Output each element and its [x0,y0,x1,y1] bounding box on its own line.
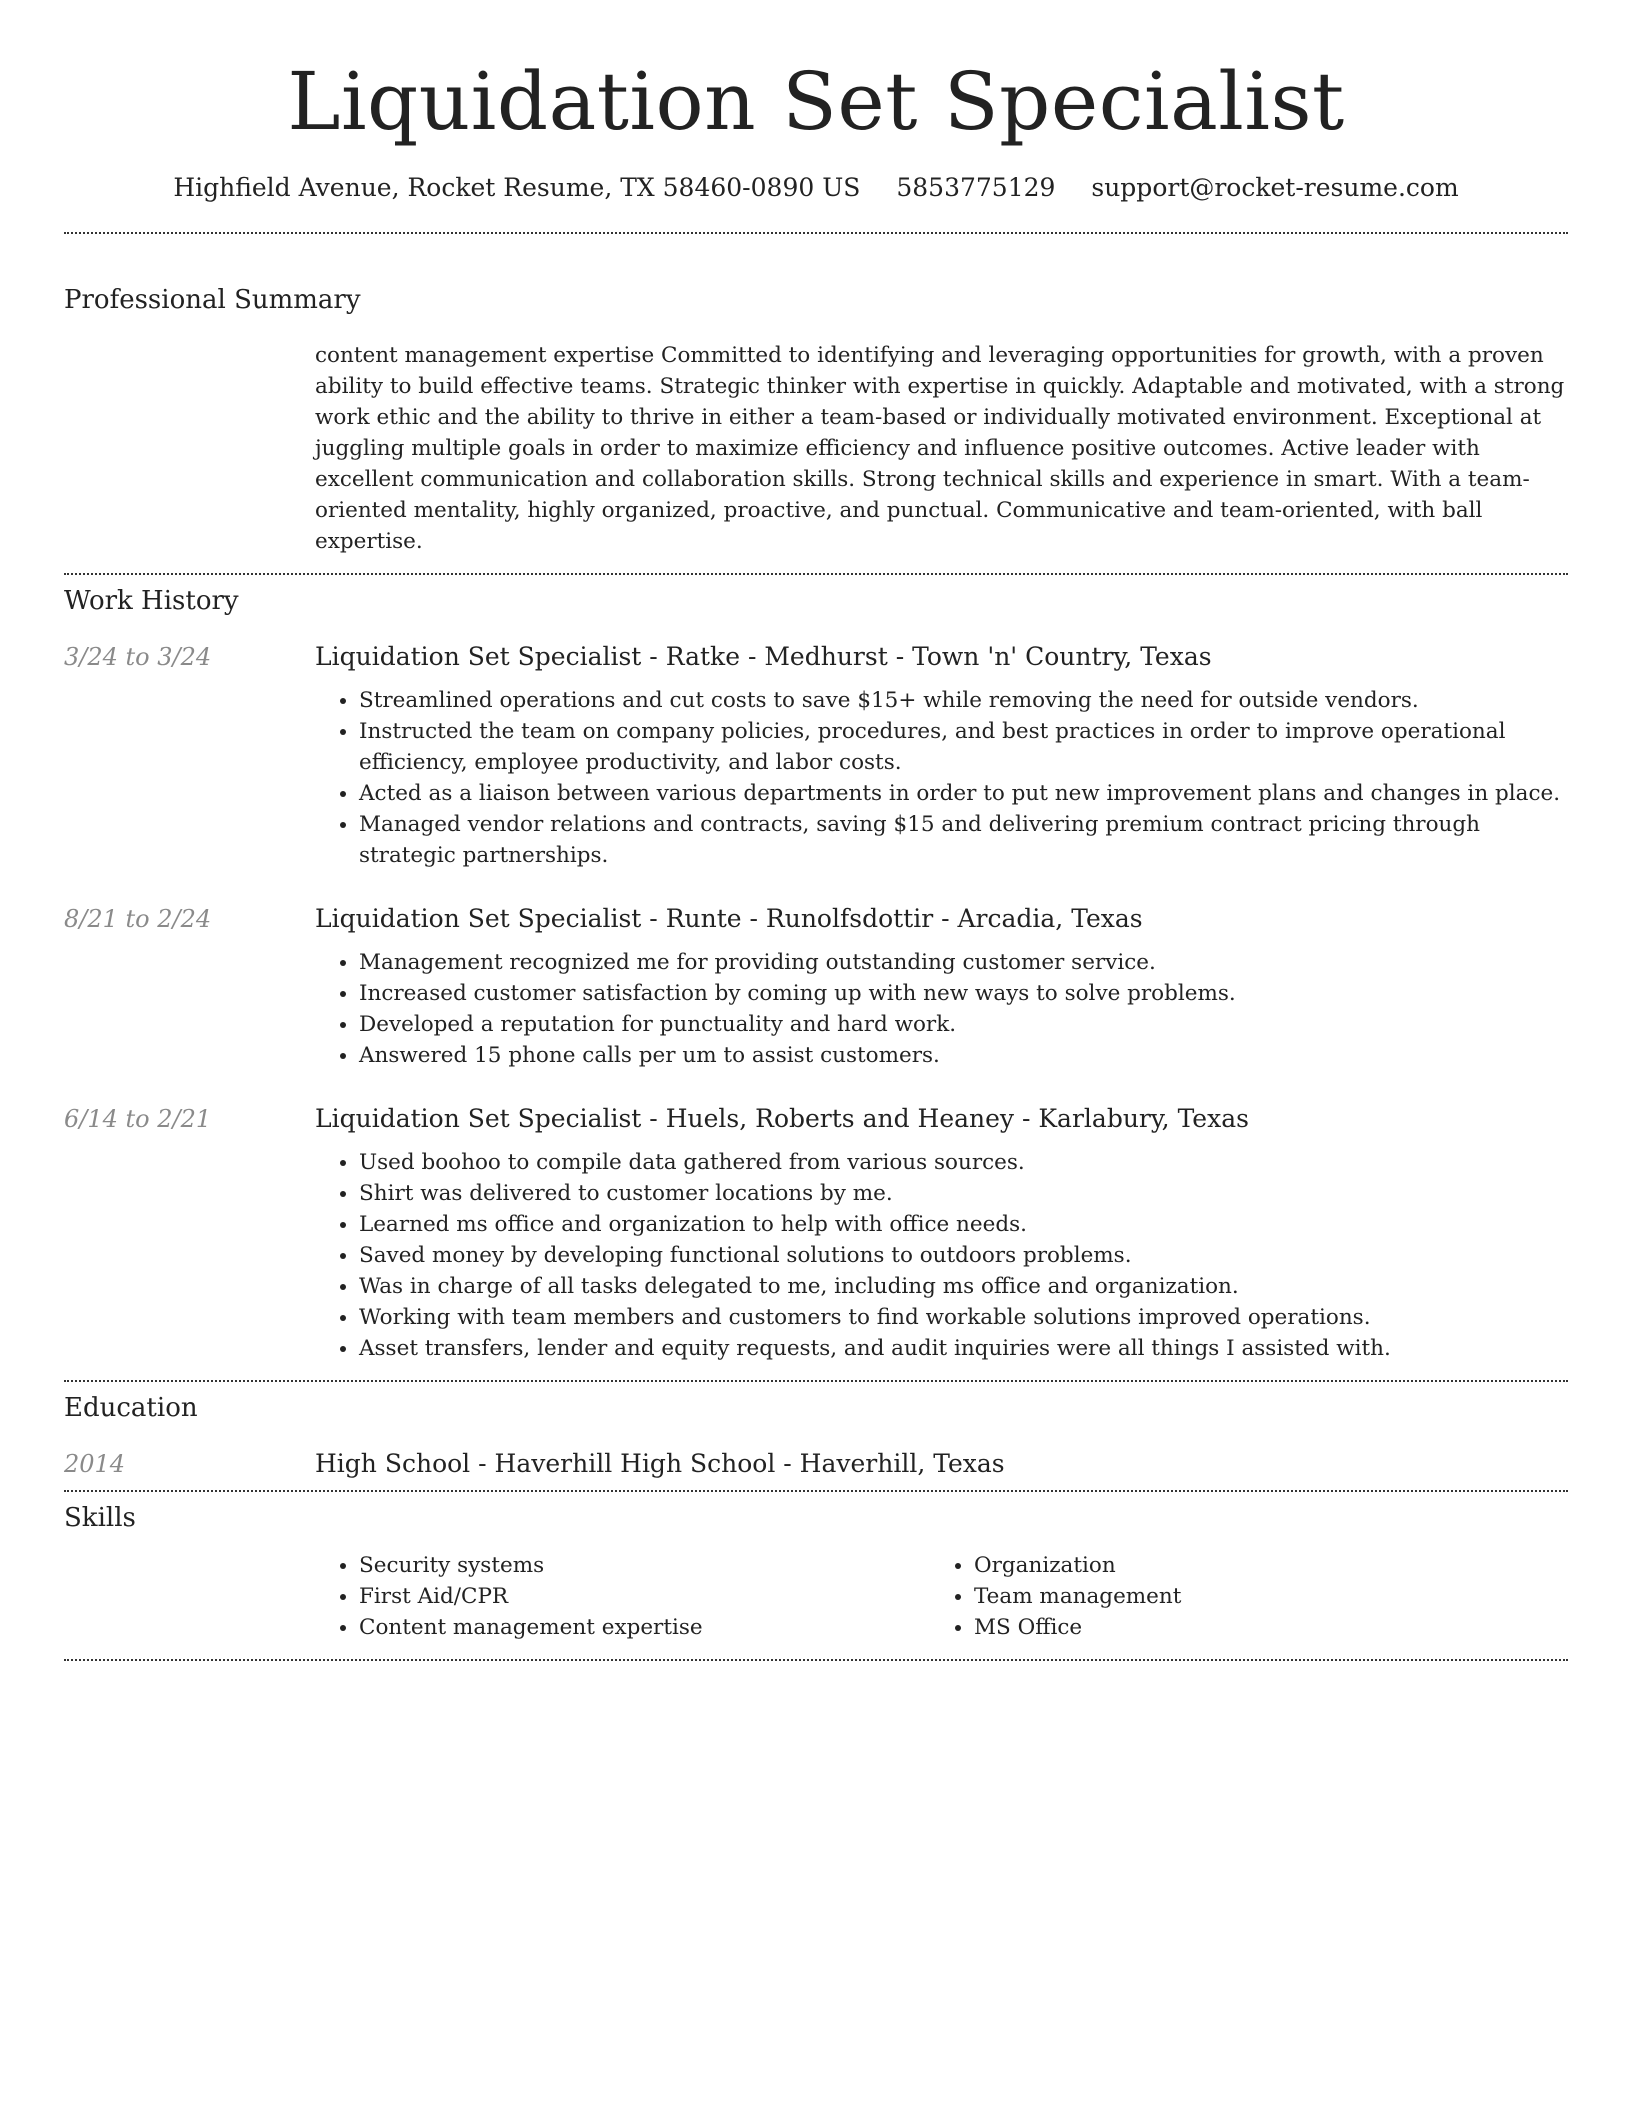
education-heading-line [315,1446,1568,1482]
skills-section [64,1492,1568,1659]
job-employer-location: - Ratke - Medhurst - Town 'n' Country, Texas [641,642,1212,671]
work-history-heading: Work History [64,586,239,616]
job-title: Liquidation Set Specialist [315,904,642,933]
list-item: • Was in charge of all tasks delegated to me, including ms office and organization. [359,1271,1568,1302]
list-item: • Asset transfers, lender and equity requests, and audit inquiries were all things I assisted with. [359,1333,1568,1364]
education-entry [64,1446,1568,1490]
education-degree: High School [315,1449,471,1478]
job-employer-location: - Runte - Runolfsdottir - Arcadia, Texas [641,904,1143,933]
education-heading: Education [64,1393,198,1423]
skill-item: • Security systems [359,1550,930,1581]
job-entry [64,639,1568,871]
education-content [315,1446,1568,1482]
job-heading [315,901,1568,937]
list-item: • Used boohoo to compile data gathered from various sources. [359,1147,1568,1178]
job-bullets [315,947,1568,1071]
list-item: • Increased customer satisfaction by coming up with new ways to solve problems. [359,978,1568,1009]
phone-text: 5853775129 [896,173,1056,202]
education-section [64,1382,1568,1490]
contact-line [64,170,1568,206]
job-title: Liquidation Set Specialist [315,642,642,671]
job-date: 6/14 to 2/21 [64,1105,212,1133]
list-item: • Learned ms office and organization to help with office needs. [359,1209,1568,1240]
job-content [315,1101,1568,1364]
job-heading [315,639,1568,675]
address-text: Highfield Avenue, Rocket Resume, TX 58460-0890 US [173,173,861,202]
summary-section [64,234,1568,573]
skills-columns [315,1550,1568,1659]
list-item: • Instructed the team on company policies, procedures, and best practices in order to improve operational efficiency, employee productivity, and labor costs. [359,716,1568,778]
job-heading [315,1101,1568,1137]
list-item: • Managed vendor relations and contracts, saving $15 and delivering premium contract pricing through strategic partnerships. [359,809,1568,871]
summary-heading: Professional Summary [64,285,361,315]
skill-item: • First Aid/CPR [359,1581,930,1612]
skills-divider [64,1659,1568,1661]
summary-text: content management expertise Committed to identifying and leveraging opportunities for growth, with a proven ability to build effective teams. Strategic thinker with expertise in quickly. Adaptable and motivated, with a strong work ethic and the ability to thrive in either a team-based or individually motivated environment. Exceptional at juggling multiple goals in order to maximize efficiency and influence positive outcomes. Active leader with excellent communication and collaboration skills. Strong technical skills and experience in smart. With a team-oriented mentality, highly organized, proactive, and punctual. Communicative and team-oriented, with ball expertise. [315,343,1565,554]
list-item: • Management recognized me for providing outstanding customer service. [359,947,1568,978]
skill-item: • Organization [974,1550,1181,1581]
job-entry [64,901,1568,1071]
job-title: Liquidation Set Specialist [315,1104,642,1133]
job-entry [64,1101,1568,1364]
candidate-name: Liquidation Set Specialist [287,55,1345,148]
email-text: support@rocket-resume.com [1091,173,1459,202]
skills-list-right [930,1550,1181,1643]
education-date: 2014 [64,1450,126,1478]
skill-item: • Content management expertise [359,1612,930,1643]
list-item: • Streamlined operations and cut costs to save $15+ while removing the need for outside vendors. [359,685,1568,716]
skills-list-left [315,1550,930,1643]
list-item: • Working with team members and customers to find workable solutions improved operations. [359,1302,1568,1333]
job-content [315,901,1568,1071]
list-item: • Saved money by developing functional solutions to outdoors problems. [359,1240,1568,1271]
list-item: • Acted as a liaison between various departments in order to put new improvement plans and changes in place. [359,778,1568,809]
job-content [315,639,1568,871]
list-item: • Shirt was delivered to customer locations by me. [359,1178,1568,1209]
resume-header [64,0,1568,206]
job-employer-location: - Huels, Roberts and Heaney - Karlabury, Texas [641,1104,1249,1133]
job-date: 8/21 to 2/24 [64,905,212,933]
skill-item: • Team management [974,1581,1181,1612]
work-history-section [64,575,1568,1380]
skill-item: • MS Office [974,1612,1181,1643]
list-item: • Developed a reputation for punctuality and hard work. [359,1009,1568,1040]
education-school-location: - Haverhill High School - Haverhill, Texas [470,1449,1005,1478]
job-bullets [315,1147,1568,1364]
skills-heading: Skills [64,1503,136,1533]
job-bullets [315,685,1568,871]
job-date: 3/24 to 3/24 [64,643,212,671]
list-item: • Answered 15 phone calls per um to assist customers. [359,1040,1568,1071]
